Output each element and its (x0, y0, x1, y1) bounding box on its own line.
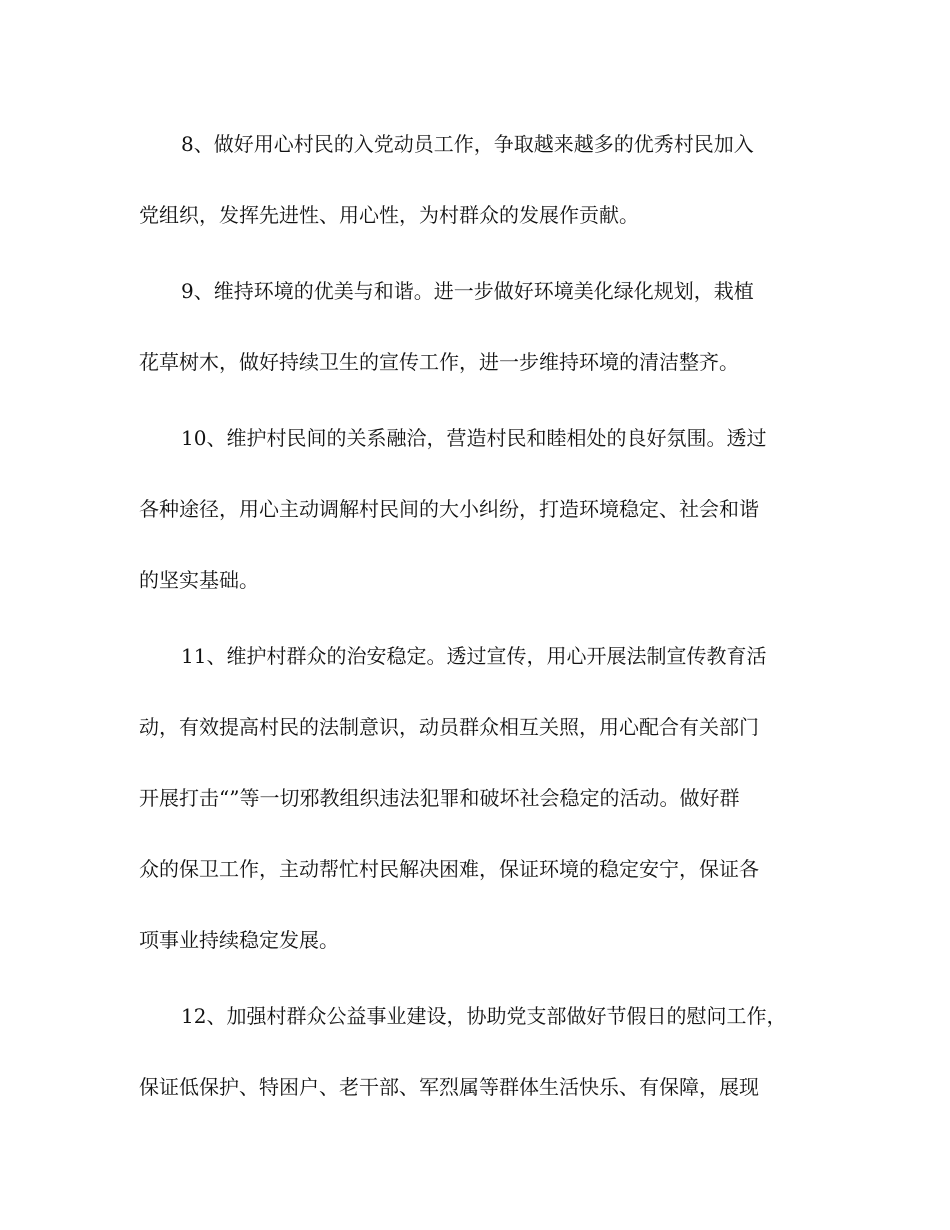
paragraph-11-line-1: 11、维护村群众的治安稳定。透过宣传，用心开展法制宣传教育活 (181, 644, 767, 668)
paragraph-11-line-4: 众的保卫工作，主动帮忙村民解决困难，保证环境的稳定安宁，保证各 (139, 857, 759, 881)
paragraph-12-line-2: 保证低保护、特困户、老干部、军烈属等群体生活快乐、有保障，展现 (139, 1075, 759, 1099)
paragraph-11-line-5: 项事业持续稳定发展。 (139, 928, 339, 952)
paragraph-8-line-2: 党组织，发挥先进性、用心性，为村群众的发展作贡献。 (139, 203, 639, 227)
paragraph-9-line-1: 9、维持环境的优美与和谐。进一步做好环境美化绿化规划，栽植 (181, 279, 754, 303)
paragraph-9-line-2: 花草树木，做好持续卫生的宣传工作，进一步维持环境的清洁整齐。 (139, 350, 739, 374)
paragraph-8-line-1: 8、做好用心村民的入党动员工作，争取越来越多的优秀村民加入 (181, 132, 754, 156)
paragraph-11-line-3: 开展打击“”等一切邪教组织违法犯罪和破坏社会稳定的活动。做好群 (139, 786, 740, 810)
paragraph-11-line-2: 动，有效提高村民的法制意识，动员群众相互关照，用心配合有关部门 (139, 715, 759, 739)
paragraph-10-line-3: 的坚实基础。 (139, 568, 259, 592)
paragraph-10-line-1: 10、维护村民间的关系融洽，营造村民和睦相处的良好氛围。透过 (181, 426, 767, 450)
paragraph-10-line-2: 各种途径，用心主动调解村民间的大小纠纷，打造环境稳定、社会和谐 (139, 497, 759, 521)
paragraph-12-line-1: 12、加强村群众公益事业建设，协助党支部做好节假日的慰问工作， (181, 1004, 787, 1028)
